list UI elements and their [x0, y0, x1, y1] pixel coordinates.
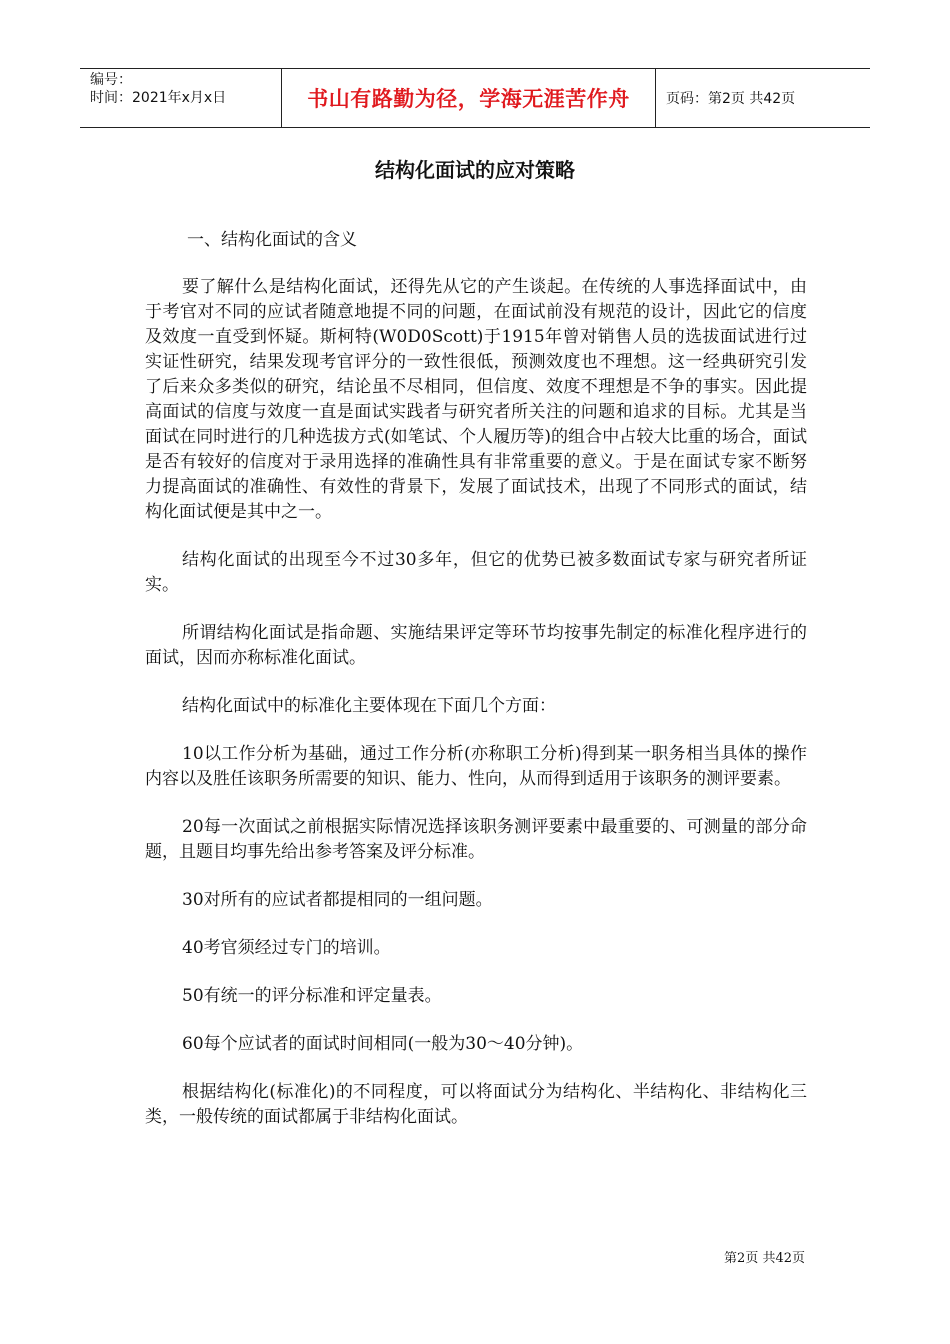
header-motto: 书山有路勤为径，学海无涯苦作舟	[282, 69, 656, 127]
date-line: 时间：2021年x月x日	[90, 90, 227, 106]
header-page-info: 页码：第2页 共42页	[666, 91, 796, 107]
header-meta	[80, 69, 282, 127]
number-label: 编号：	[90, 72, 132, 88]
list-item: 40考官须经过专门的培训。	[182, 938, 391, 958]
list-item: 60每个应试者的面试时间相同(一般为30～40分钟)。	[182, 1034, 584, 1054]
section-heading: 一、结构化面试的含义	[187, 230, 357, 250]
footer-page-number: 第2页 共42页	[724, 1251, 805, 1266]
paragraph: 结构化面试的出现至今不过30多年，但它的优势已被多数面试专家与研究者所证实。	[145, 550, 807, 595]
paragraph: 根据结构化(标准化)的不同程度，可以将面试分为结构化、半结构化、非结构化三类，一般传统的面试都属于非结构化面试。	[145, 1082, 807, 1127]
document-title: 结构化面试的应对策略	[375, 158, 575, 182]
page-header	[80, 68, 870, 128]
document-body	[145, 228, 807, 1153]
list-item: 10以工作分析为基础，通过工作分析(亦称职工分析)得到某一职务相当具体的操作内容以及胜任该职务所需要的知识、能力、性向，从而得到适用于该职务的测评要素。	[145, 744, 807, 789]
list-item: 30对所有的应试者都提相同的一组问题。	[182, 890, 493, 910]
paragraph: 所谓结构化面试是指命题、实施结果评定等环节均按事先制定的标准化程序进行的面试，因而亦称标准化面试。	[145, 623, 807, 668]
paragraph: 结构化面试中的标准化主要体现在下面几个方面：	[182, 696, 556, 716]
list-item: 50有统一的评分标准和评定量表。	[182, 986, 442, 1006]
paragraph: 要了解什么是结构化面试，还得先从它的产生谈起。在传统的人事选择面试中，由于考官对不同的应试者随意地提不同的问题，在面试前没有规范的设计，因此它的信度及效度一直受到怀疑。斯柯特(W0D0Scott)于1915年曾对销售人员的选拔面试进行过实证性研究，结果发现考官评分的一致性很低，预测效度也不理想。这一经典研究引发了后来众多类似的研究，结论虽不尽相同，但信度、效度不理想是不争的事实。因此提高面试的信度与效度一直是面试实践者与研究者所关注的问题和追求的目标。尤其是当面试在同时进行的几种选拔方式(如笔试、个人履历等)的组合中占较大比重的场合，面试是否有较好的信度对于录用选择的准确性具有非常重要的意义。于是在面试专家不断努力提高面试的准确性、有效性的背景下，发展了面试技术，出现了不同形式的面试，结构化面试便是其中之一。	[145, 277, 807, 522]
list-item: 20每一次面试之前根据实际情况选择该职务测评要素中最重要的、可测量的部分命题，且题目均事先给出参考答案及评分标准。	[145, 817, 807, 862]
